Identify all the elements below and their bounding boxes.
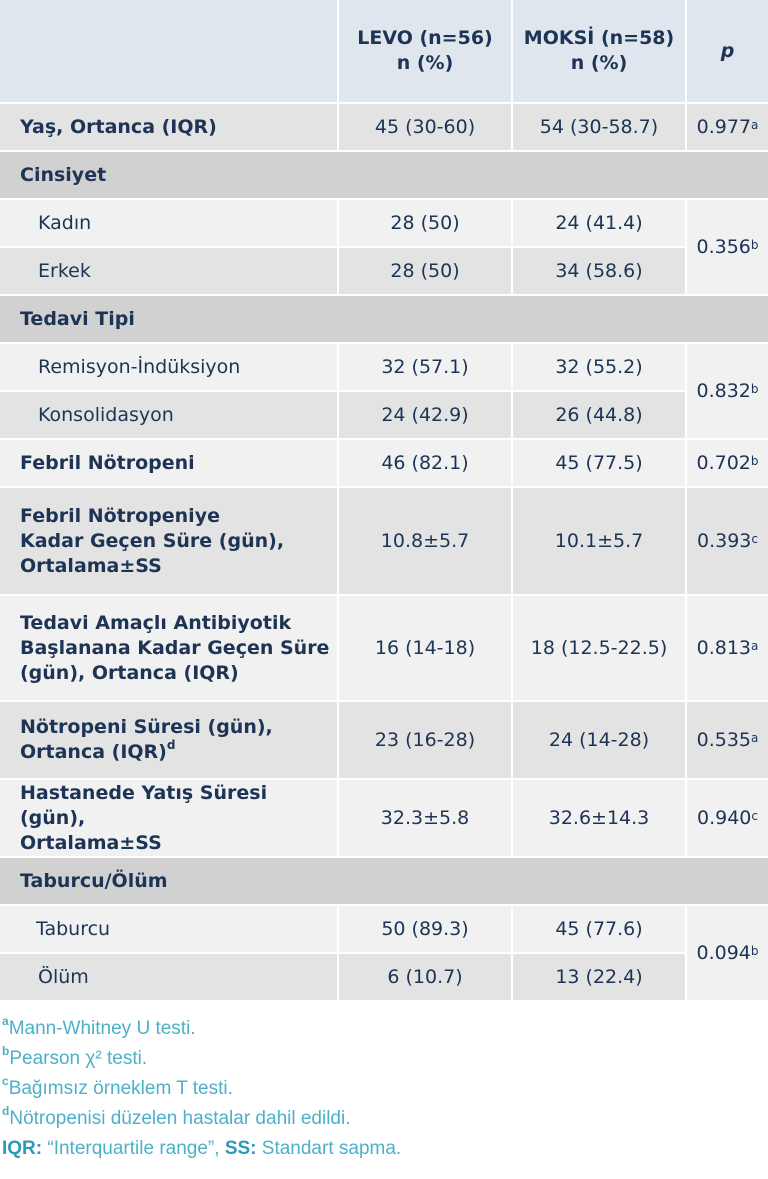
row-time-to-fn-label-2: Kadar Geçen Süre (gün), — [20, 529, 285, 552]
footnote-abbreviations — [2, 1134, 762, 1164]
row-hospital-stay-p: 0.940 $^c$ — [687, 780, 768, 856]
row-neutropenia-duration-label-2: Ortanca (IQR) — [20, 741, 167, 763]
row-treatment-p: 0.832 $^b$ — [687, 344, 768, 438]
row-hospital-stay-label — [0, 780, 337, 856]
header-moksi-unit: n (%) — [570, 52, 628, 74]
row-discharge-moksi: 45 (77.6) — [513, 906, 685, 952]
row-remission-moksi: 32 (55.2) — [513, 344, 685, 390]
header-moksi-title: MOKSİ (n=58) — [523, 27, 675, 49]
row-neutropenia-duration-label-1: Nötropeni Süresi (gün), — [20, 716, 273, 738]
row-age-levo: 45 (30-60) — [339, 104, 511, 150]
row-discharge-label: Taburcu — [0, 906, 337, 952]
footnote-d-mark: d — [2, 1103, 10, 1118]
footnote-b-mark: b — [2, 1043, 10, 1058]
row-time-to-fn-label-3: Ortalama±SS — [20, 554, 162, 577]
row-death-moksi: 13 (22.4) — [513, 954, 685, 1000]
header-empty-cell — [0, 0, 337, 102]
row-febrile-label: Febril Nötropeni — [0, 440, 337, 486]
row-time-to-ab-label-1: Tedavi Amaçlı Antibiyotik — [20, 611, 292, 634]
row-neutropenia-duration-moksi: 24 (14-28) — [513, 702, 685, 778]
row-female-levo: 28 (50) — [339, 200, 511, 246]
row-gender-p: 0.356 $^b$ — [687, 200, 768, 294]
row-age-p: 0.977 $^a$ — [687, 104, 768, 150]
section-gender: Cinsiyet — [0, 152, 768, 198]
row-outcome-p-value: 0.094 — [696, 941, 751, 964]
row-time-to-ab-label-3: (gün), Ortanca (IQR) — [20, 661, 239, 684]
row-male-label: Erkek — [0, 248, 337, 294]
row-time-to-ab-label — [0, 596, 337, 700]
row-death-levo: 6 (10.7) — [339, 954, 511, 1000]
row-time-to-fn-p: 0.393 $^c$ — [687, 488, 768, 594]
footnote-c — [2, 1074, 762, 1104]
row-outcome-p: 0.094 $^b$ — [687, 906, 768, 1000]
row-hospital-stay-label-2: Ortalama±SS — [20, 831, 162, 854]
row-gender-p-value: 0.356 — [696, 235, 751, 258]
header-p: p — [687, 0, 768, 102]
footnote-c-mark: c — [2, 1073, 9, 1088]
footnote-d-text: Nötropenisi düzelen hastalar dahil edildi. — [9, 1108, 351, 1129]
row-age-p-value: 0.977 — [696, 115, 752, 138]
row-time-to-ab-levo: 16 (14-18) — [339, 596, 511, 700]
row-febrile-levo: 46 (82.1) — [339, 440, 511, 486]
row-time-to-ab-moksi: 18 (12.5-22.5) — [513, 596, 685, 700]
header-levo — [339, 0, 511, 102]
row-neutropenia-duration-p-value: 0.535 — [696, 728, 752, 751]
row-treatment-p-value: 0.832 — [696, 379, 751, 402]
row-consolidation-label: Konsolidasyon — [0, 392, 337, 438]
footnote-ss-text: Standart sapma. — [256, 1138, 402, 1159]
row-time-to-fn-label — [0, 488, 337, 594]
header-levo-title: LEVO (n=56) — [357, 27, 493, 49]
header-levo-unit: n (%) — [396, 52, 454, 74]
header-moksi — [513, 0, 685, 102]
row-discharge-levo: 50 (89.3) — [339, 906, 511, 952]
row-time-to-ab-p: 0.813 $^a$ — [687, 596, 768, 700]
footnote-ss-key: SS: — [224, 1138, 257, 1159]
row-female-moksi: 24 (41.4) — [513, 200, 685, 246]
row-hospital-stay-levo: 32.3±5.8 — [339, 780, 511, 856]
row-time-to-ab-label-2: Başlanana Kadar Geçen Süre — [20, 636, 330, 659]
footnote-iqr-key: IQR: — [2, 1138, 43, 1159]
row-time-to-fn-p-value: 0.393 — [696, 529, 752, 552]
row-hospital-stay-p-value: 0.940 — [696, 806, 752, 829]
row-neutropenia-duration-levo: 23 (16-28) — [339, 702, 511, 778]
footnote-a-text: Mann-Whitney U testi. — [8, 1018, 196, 1039]
footnote-d — [2, 1104, 762, 1134]
row-neutropenia-duration-label-2-wrap — [20, 737, 176, 765]
row-time-to-ab-p-value: 0.813 — [696, 636, 752, 659]
row-febrile-p-value: 0.702 — [696, 451, 751, 474]
row-death-label: Ölüm — [0, 954, 337, 1000]
row-hospital-stay-moksi: 32.6±14.3 — [513, 780, 685, 856]
row-age-label: Yaş, Ortanca (IQR) — [0, 104, 337, 150]
row-consolidation-levo: 24 (42.9) — [339, 392, 511, 438]
row-neutropenia-duration-label-sup: d — [166, 737, 176, 752]
row-neutropenia-duration-p: 0.535 $^a$ — [687, 702, 768, 778]
row-hospital-stay-label-1: Hastanede Yatış Süresi (gün), — [20, 781, 268, 829]
row-consolidation-moksi: 26 (44.8) — [513, 392, 685, 438]
row-time-to-fn-moksi: 10.1±5.7 — [513, 488, 685, 594]
row-male-levo: 28 (50) — [339, 248, 511, 294]
footnote-c-text: Bağımsız örneklem T testi. — [8, 1078, 233, 1099]
footnote-iqr-text: “Interquartile range”, — [42, 1138, 225, 1159]
row-age-moksi: 54 (30-58.7) — [513, 104, 685, 150]
footnotes — [2, 1014, 762, 1164]
row-febrile-p: 0.702 $^b$ — [687, 440, 768, 486]
row-time-to-fn-label-1: Febril Nötropeniye — [20, 504, 220, 527]
row-female-label: Kadın — [0, 200, 337, 246]
footnote-b — [2, 1044, 762, 1074]
section-outcome: Taburcu/Ölüm — [0, 858, 768, 904]
footnote-b-text: Pearson χ² testi. — [9, 1048, 148, 1069]
footnote-a — [2, 1014, 762, 1044]
row-remission-label: Remisyon-İndüksiyon — [0, 344, 337, 390]
row-remission-levo: 32 (57.1) — [339, 344, 511, 390]
row-neutropenia-duration-label — [0, 702, 337, 778]
row-male-moksi: 34 (58.6) — [513, 248, 685, 294]
row-febrile-moksi: 45 (77.5) — [513, 440, 685, 486]
row-time-to-fn-levo: 10.8±5.7 — [339, 488, 511, 594]
footnote-a-mark: a — [2, 1013, 9, 1028]
section-treatment: Tedavi Tipi — [0, 296, 768, 342]
